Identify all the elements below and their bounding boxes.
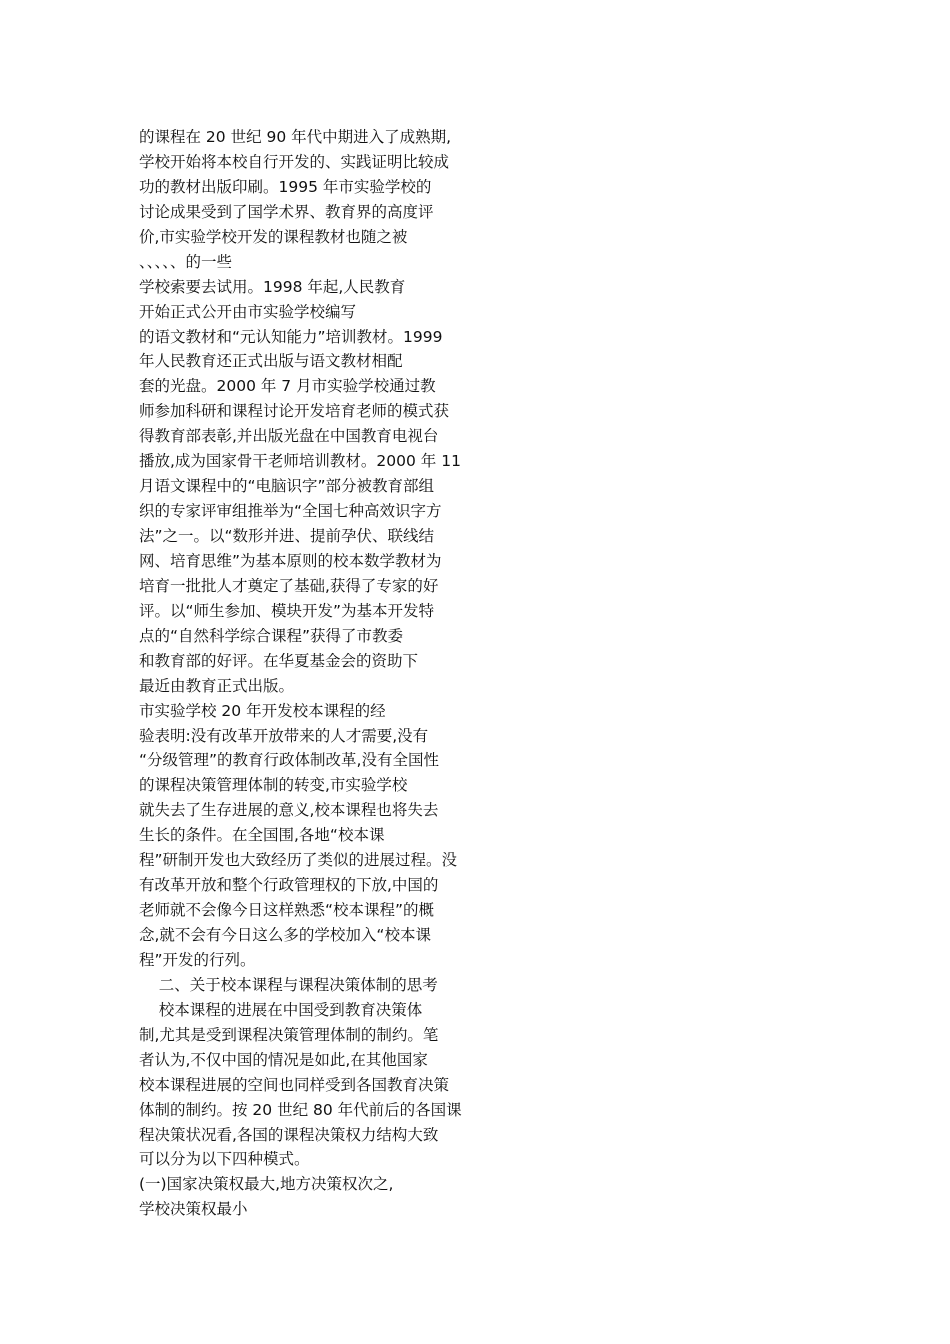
text-line: 月语文课程中的“电脑识字”部分被教育部组 <box>139 477 435 496</box>
text-line: 播放,成为国家骨干老师培训教材。2000 年 11 <box>139 452 461 471</box>
text-line: 程”研制开发也大致经历了类似的进展过程。没 <box>139 851 458 870</box>
text-line: 开始正式公开由市实验学校编写 <box>139 302 357 321</box>
text-line: 套的光盘。2000 年 7 月市实验学校通过教 <box>139 377 436 396</box>
text-line: “分级管理”的教育行政体制改革,没有全国性 <box>139 751 439 770</box>
text-line: 学校开始将本校自行开发的、实践证明比较成 <box>139 152 450 171</box>
text-line: 法”之一。以“数形并进、提前孕伏、联线结 <box>139 527 435 545</box>
text-line: 老师就不会像今日这样熟悉“校本课程”的概 <box>139 901 435 920</box>
text-line: 价,市实验学校开发的课程教材也随之被 <box>139 227 408 246</box>
text-line: 念,就不会有今日这么多的学校加入“校本课 <box>139 926 431 944</box>
text-line: 校本课程的进展在中国受到教育决策体 <box>139 1000 423 1019</box>
text-line: 评。以“师生参加、模块开发”为基本开发特 <box>139 601 435 620</box>
text-line: 师参加科研和课程讨论开发培育老师的模式获 <box>139 402 450 421</box>
body-text <box>139 125 519 1222</box>
text-line: 有改革开放和整个行政管理权的下放,中国的 <box>139 876 439 895</box>
text-line: 讨论成果受到了国学术界、教育界的高度评 <box>139 202 434 221</box>
text-line: 生长的条件。在全国围,各地“校本课 <box>139 826 385 845</box>
text-line: 的语文教材和“元认知能力”培训教材。1999 <box>139 327 443 346</box>
text-line: 体制的制约。按 20 世纪 80 年代前后的各国课 <box>139 1100 462 1119</box>
text-line: 得教育部表彰,并出版光盘在中国教育电视台 <box>139 427 439 446</box>
text-line: 最近由教育正式出版。 <box>139 676 295 695</box>
text-line: 程”开发的行列。 <box>139 950 256 969</box>
text-line: 的课程决策管理体制的转变,市实验学校 <box>139 776 408 795</box>
text-line: 学校索要去试用。1998 年起,人民教育 <box>139 277 406 296</box>
text-line: 、、、、、的一些 <box>139 252 233 271</box>
text-line: 校本课程进展的空间也同样受到各国教育决策 <box>139 1075 450 1094</box>
text-line: 织的专家评审组推举为“全国七种高效识字方 <box>139 502 442 521</box>
text-line: 培育一批批人才奠定了基础,获得了专家的好 <box>139 576 439 595</box>
text-line: (一)国家决策权最大,地方决策权次之, <box>139 1175 394 1194</box>
text-line: 年人民教育还正式出版与语文教材相配 <box>139 352 403 371</box>
text-line: 网、培育思维”为基本原则的校本数学教材为 <box>139 551 442 570</box>
text-line: 点的“自然科学综合课程”获得了市教委 <box>139 626 404 645</box>
text-line: 就失去了生存进展的意义,校本课程也将失去 <box>139 801 439 820</box>
text-line: 者认为,不仅中国的情况是如此,在其他国家 <box>139 1050 428 1069</box>
text-line: 二、关于校本课程与课程决策体制的思考 <box>139 975 438 994</box>
text-line: 制,尤其是受到课程决策管理体制的制约。笔 <box>139 1025 439 1044</box>
text-line: 市实验学校 20 年开发校本课程的经 <box>139 701 386 720</box>
text-line: 学校决策权最小 <box>139 1200 248 1219</box>
text-line: 的课程在 20 世纪 90 年代中期进入了成熟期, <box>139 128 452 146</box>
text-line: 和教育部的好评。在华夏基金会的资助下 <box>139 651 419 670</box>
text-line: 验表明:没有改革开放带来的人才需要,没有 <box>139 726 429 745</box>
text-line: 可以分为以下四种模式。 <box>139 1150 310 1169</box>
text-line: 功的教材出版印刷。1995 年市实验学校的 <box>139 177 432 196</box>
text-line: 程决策状况看,各国的课程决策权力结构大致 <box>139 1125 439 1144</box>
